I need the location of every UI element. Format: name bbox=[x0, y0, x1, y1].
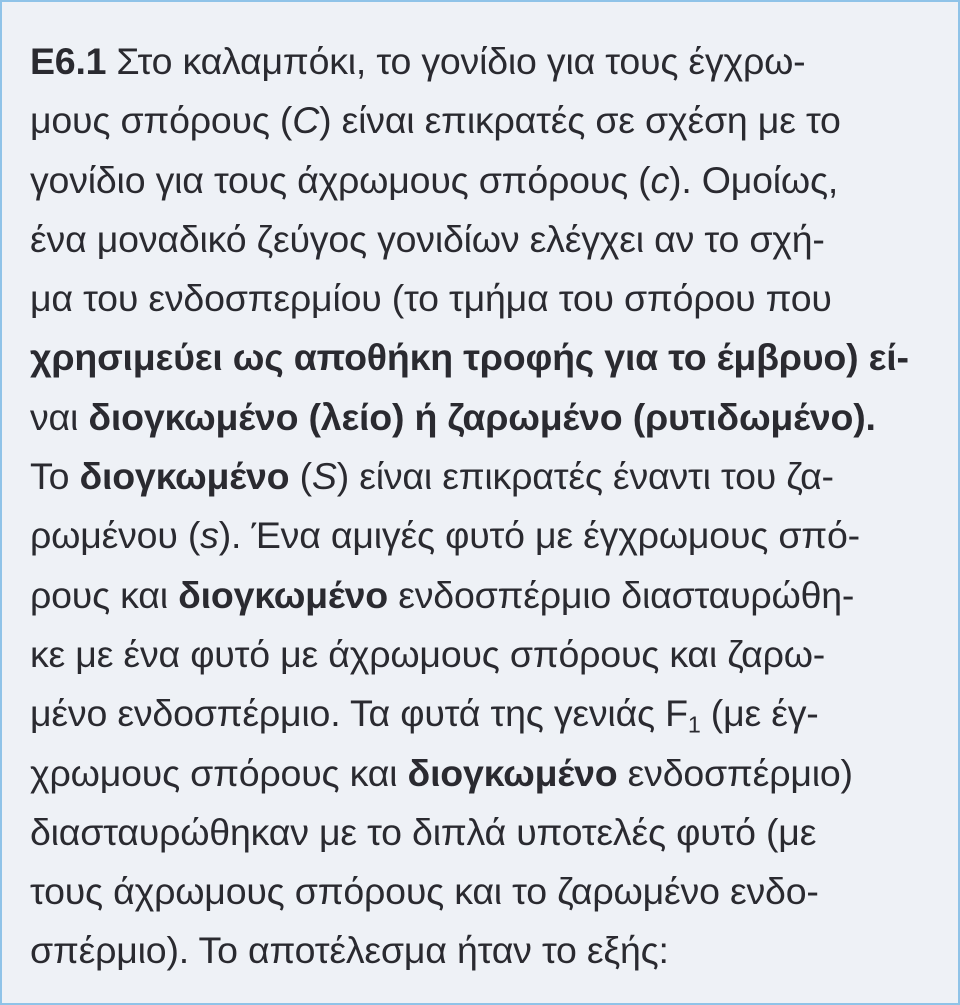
text-segment: τους άχρωμους σπόρους και το ζαρωμένο ενδο- bbox=[30, 870, 819, 913]
text-line bbox=[30, 921, 930, 980]
subscript: 1 bbox=[687, 711, 701, 738]
text-segment: ναι bbox=[30, 395, 89, 438]
gene-symbol: s bbox=[200, 514, 219, 557]
text-line bbox=[30, 447, 930, 506]
bold-term: διογκωμένο bbox=[407, 751, 618, 794]
text-segment: γονίδιο για τους άχρωμους σπόρους ( bbox=[30, 158, 651, 201]
text-line bbox=[30, 210, 930, 269]
text-segment: ( bbox=[289, 455, 312, 498]
text-segment: διασταυρώθηκαν με το διπλά υποτελές φυτό (με bbox=[30, 810, 817, 853]
text-segment: σπέρμιο). Το αποτέλεσμα ήταν το εξής: bbox=[30, 929, 669, 972]
bold-term: διογκωμένο (λείο) ή ζαρωμένο (ρυτιδωμένο). bbox=[88, 395, 876, 438]
text-segment: κε με ένα φυτό με άχρωμους σπόρους και ζαρω- bbox=[30, 632, 826, 675]
text-segment: ρους και bbox=[30, 573, 179, 616]
text-segment: Το bbox=[30, 455, 80, 498]
text-line bbox=[30, 862, 930, 921]
gene-symbol: S bbox=[311, 455, 337, 498]
problem-text bbox=[30, 32, 930, 981]
text-segment: ) είναι επικρατές έναντι του ζα- bbox=[336, 455, 834, 498]
text-segment: ενδοσπέρμιο διασταυρώθη- bbox=[388, 573, 855, 616]
text-segment: ). Ένα αμιγές φυτό με έγχρωμους σπό- bbox=[218, 514, 860, 557]
text-line bbox=[30, 151, 930, 210]
text-line bbox=[30, 388, 930, 447]
text-line bbox=[30, 269, 930, 328]
text-segment: μένο ενδοσπέρμιο. Τα φυτά της γενιάς F bbox=[30, 692, 688, 735]
text-line bbox=[30, 684, 930, 743]
text-segment: (με έγ- bbox=[700, 692, 819, 735]
problem-number: Ε6.1 bbox=[30, 40, 107, 82]
text-line bbox=[30, 328, 930, 387]
text-line bbox=[30, 91, 930, 150]
bold-term: διογκωμένο bbox=[79, 455, 290, 498]
text-segment: ρωμένου ( bbox=[30, 514, 201, 557]
text-segment: χρωμους σπόρους και bbox=[30, 751, 408, 794]
text-line bbox=[30, 625, 930, 684]
bold-term: χρησιμεύει ως αποθήκη τροφής για το έμβρυο) εί- bbox=[30, 336, 909, 379]
text-segment: ). Ομοίως, bbox=[669, 158, 839, 201]
text-segment: ενδοσπέρμιο) bbox=[617, 751, 853, 794]
bold-term: διογκωμένο bbox=[178, 573, 388, 616]
text-line bbox=[30, 32, 930, 91]
gene-symbol: C bbox=[292, 99, 320, 142]
text-segment: Στο καλαμπόκι, το γονίδιο για τους έγχρω- bbox=[116, 40, 806, 82]
text-line bbox=[30, 744, 930, 803]
text-line bbox=[30, 803, 930, 862]
text-line bbox=[30, 506, 930, 565]
text-line bbox=[30, 566, 930, 625]
text-segment: μα του ενδοσπερμίου (το τμήμα του σπόρου που bbox=[30, 277, 832, 320]
gene-symbol: c bbox=[650, 158, 670, 201]
text-segment: ένα μοναδικό ζεύγος γονιδίων ελέγχει αν το σχή- bbox=[30, 217, 825, 260]
text-segment: μους σπόρους ( bbox=[30, 99, 293, 142]
text-segment: ) είναι επικρατές σε σχέση με το bbox=[319, 99, 841, 142]
